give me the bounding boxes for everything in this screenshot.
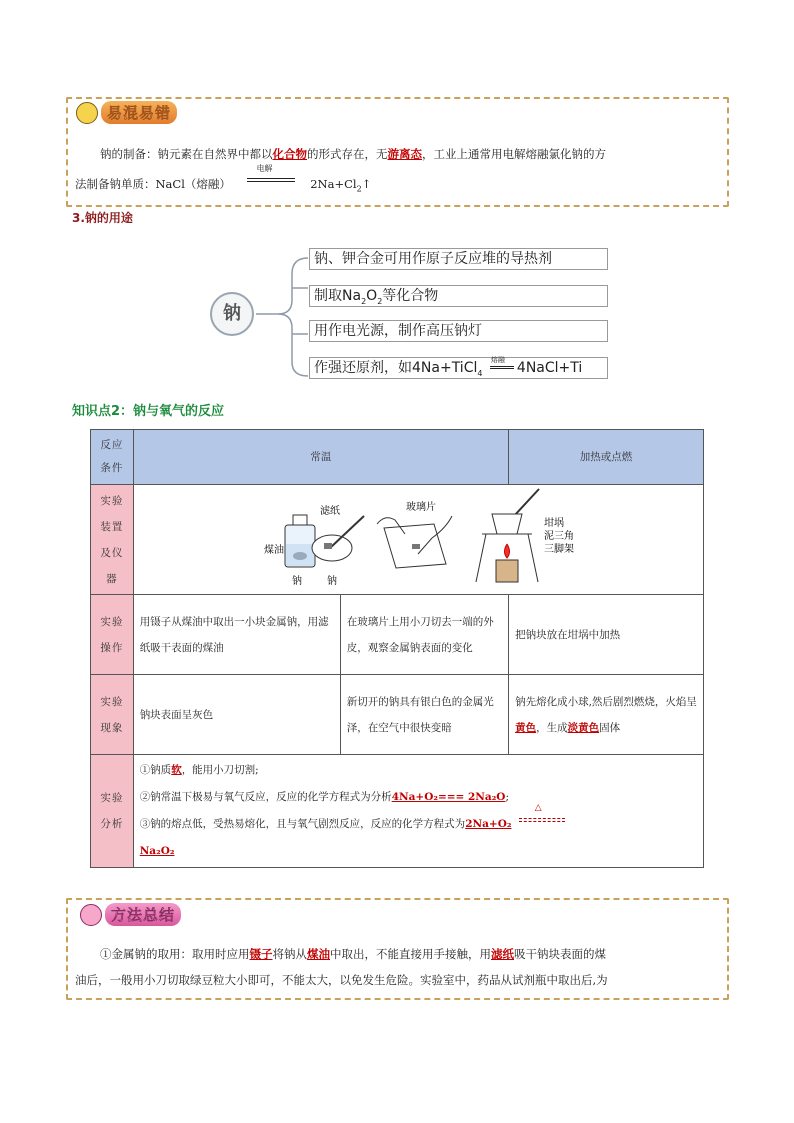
analysis-line-3 — [139, 803, 697, 838]
label-observation — [91, 675, 134, 755]
obs-cell-2: 新切开的钠具有银白色的金属光泽，在空气中很快变暗 — [340, 675, 508, 755]
label-text: 实验 — [100, 792, 124, 804]
tip-highlight: 化合物 — [272, 147, 307, 161]
filter-paper-icon — [312, 516, 364, 561]
tip-text: 的形式存在，无 — [307, 147, 388, 161]
op-cell-2: 在玻璃片上用小刀切去一端的外皮，观察金属钠表面的变化 — [340, 595, 508, 675]
fig-glass: 玻璃片 — [405, 501, 436, 513]
tip-sub: 2 — [356, 184, 362, 194]
label-apparatus — [91, 485, 134, 595]
sodium-label: 钠 — [223, 303, 241, 324]
use-sub: 2 — [377, 296, 383, 306]
tip-text: ，工业上通常用电解熔融氯化钠的方 — [422, 147, 606, 161]
method-line-1 — [100, 941, 606, 967]
an-text: ，能用小刀切割; — [181, 764, 259, 776]
fig-na2: 钠 — [326, 575, 337, 587]
use-item-1: 钠、钾合金可用作原子反应堆的导热剂 — [309, 248, 608, 270]
op-cell-3: 把钠块放在坩埚中加热 — [509, 595, 704, 675]
analysis-cell — [133, 755, 703, 868]
obs-text: 固体 — [599, 721, 621, 734]
an-text: ①钠质 — [139, 764, 172, 776]
obs-highlight: 淡黄色 — [567, 721, 600, 734]
method-highlight: 镊子 — [249, 947, 273, 961]
tip-line-2 — [75, 164, 372, 202]
op-cell-1: 用镊子从煤油中取出一小块金属钠，用滤纸吸干表面的煤油 — [133, 595, 340, 675]
use-text: O — [366, 288, 378, 304]
tip-text: ↑ — [361, 177, 372, 191]
method-line-2: 油后，一般用小刀切取绿豆粒大小即可，不能太大，以免发生危险。实验室中，药品从试剂瓶中取出后,为 — [75, 973, 608, 987]
label-analysis — [91, 755, 134, 868]
obs-highlight: 黄色 — [515, 721, 537, 734]
use-sub: 2 — [361, 296, 367, 306]
tip-text: 钠的制备：钠元素在自然界中都以 — [100, 147, 273, 161]
use-item-4 — [309, 357, 608, 379]
header-text: 条件 — [100, 462, 124, 474]
fig-kerosene: 煤油 — [263, 544, 284, 556]
analysis-line-2 — [140, 784, 697, 811]
melt-arrow — [490, 356, 514, 372]
method-badge — [80, 903, 181, 926]
glass-plate-hands-icon — [377, 516, 452, 568]
table-header-row — [91, 430, 704, 485]
use-sub: 4 — [477, 368, 483, 378]
electrolysis-arrow — [247, 164, 295, 188]
use-text: 作强还原剂，如4Na+TiCl — [314, 360, 478, 376]
label-text: 器 — [106, 572, 118, 585]
section-3-title: 3.钠的用途 — [72, 211, 133, 225]
obs-text: ，生成 — [536, 721, 568, 734]
tip-text: 2Na+Cl — [310, 177, 357, 191]
obs-text: 钠先熔化成小球,然后剧烈燃烧，火焰呈 — [515, 695, 697, 708]
label-operation — [91, 595, 134, 675]
table-row-observation — [91, 675, 704, 755]
label-text: 装置 — [100, 520, 124, 533]
label-text: 现象 — [100, 721, 124, 734]
an-equation: 4Na+O₂=== 2Na₂O — [391, 791, 506, 803]
method-badge-label: 方法总结 — [105, 903, 181, 926]
tip-badge — [76, 101, 177, 124]
fig-filter-paper: 滤纸 — [319, 505, 340, 517]
method-highlight: 煤油 — [307, 947, 330, 961]
header-heating: 加热或点燃 — [509, 430, 704, 485]
method-text: 中取出，不能直接用手接触，用 — [330, 947, 491, 961]
an-equation: Na₂O₂ — [139, 845, 175, 857]
label-text: 实验 — [100, 615, 124, 628]
label-text: 实验 — [100, 494, 124, 507]
method-text: 将钠从 — [272, 947, 307, 961]
obs-cell-1: 钠块表面呈灰色 — [133, 675, 340, 755]
flower-icon — [80, 904, 102, 926]
melt-label: 熔融 — [490, 356, 505, 364]
table-row-operation — [91, 595, 704, 675]
obs-cell-3 — [509, 675, 704, 755]
analysis-line-4 — [140, 838, 697, 865]
label-text: 分析 — [100, 818, 124, 830]
fig-triangle: 泥三角 — [543, 530, 574, 542]
apparatus-figure — [134, 486, 694, 594]
crucible-setup-icon — [476, 489, 539, 582]
fig-tripod: 三脚架 — [543, 543, 574, 555]
table-row-analysis — [91, 755, 704, 868]
cartoon-face-icon — [76, 102, 98, 124]
header-condition — [91, 430, 134, 485]
an-equation: 2Na+O₂ — [465, 818, 512, 830]
reaction-table — [90, 429, 704, 868]
label-text: 操作 — [100, 641, 124, 654]
an-text: ; — [505, 791, 509, 803]
use-text: 4NaCl+Ti — [516, 360, 583, 376]
table-row-apparatus — [91, 485, 704, 595]
tip-text: 法制备钠单质：NaCl（熔融） — [75, 177, 231, 191]
tip-highlight: 游离态 — [387, 147, 422, 161]
fig-na1: 钠 — [291, 575, 302, 587]
fig-crucible: 坩埚 — [543, 517, 564, 529]
method-text: ①金属钠的取用：取用时应用 — [100, 947, 250, 961]
apparatus-figure-cell — [133, 485, 703, 595]
heat-symbol: △ — [534, 803, 542, 813]
use-text: 制取Na — [314, 288, 362, 304]
tip-badge-label: 易混易错 — [101, 101, 177, 124]
an-text: ②钠常温下极易与氧气反应，反应的化学方程式为分析 — [139, 791, 392, 803]
header-text: 反应 — [100, 439, 124, 451]
method-highlight: 滤纸 — [491, 947, 514, 961]
kp2-title: 知识点2：钠与氧气的反应 — [72, 404, 225, 419]
label-text: 及仪 — [100, 546, 124, 559]
use-item-3: 用作电光源，制作高压钠灯 — [309, 320, 608, 342]
an-text: ③钠的熔点低，受热易熔化，且与氧气剧烈反应，反应的化学方程式为 — [139, 818, 466, 830]
kerosene-bottle-icon — [285, 515, 315, 567]
label-text: 实验 — [100, 695, 124, 708]
use-item-2 — [309, 285, 608, 307]
arrow-label: 电解 — [256, 164, 273, 173]
header-room-temp: 常温 — [133, 430, 508, 485]
use-text: 等化合物 — [382, 288, 439, 304]
an-highlight: 软 — [171, 764, 182, 776]
method-text: 吸干钠块表面的煤 — [514, 947, 606, 961]
heat-arrow — [519, 803, 565, 827]
analysis-line-1 — [140, 757, 697, 784]
tip-line-1 — [100, 141, 606, 167]
sodium-circle — [210, 292, 254, 336]
